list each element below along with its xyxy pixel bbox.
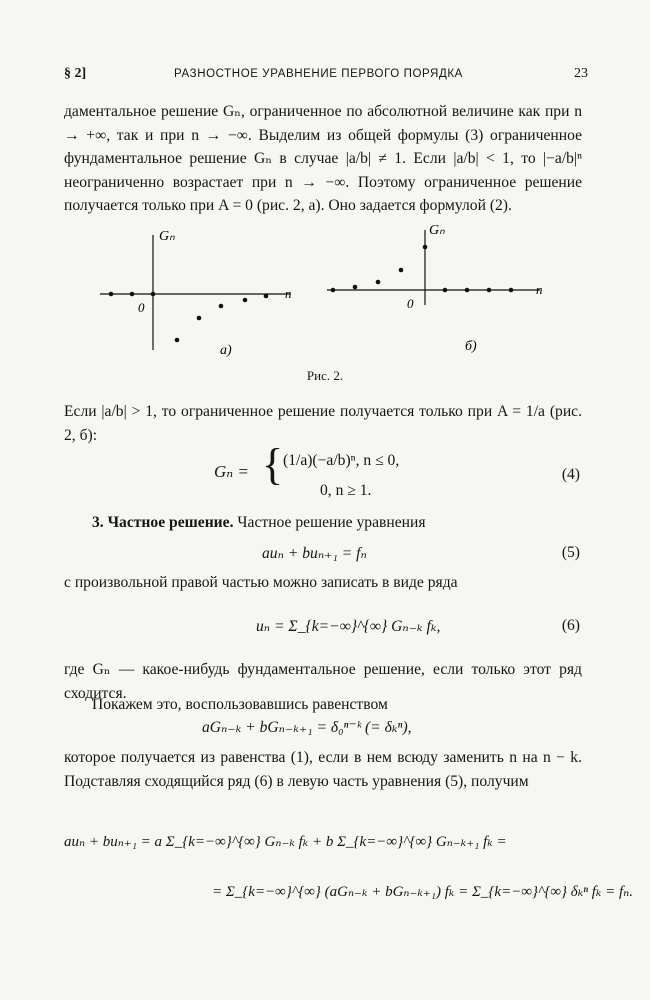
point-a [264,294,269,299]
origin-b: 0 [407,296,414,311]
point-b [443,288,448,293]
point-b [487,288,492,293]
point-b [423,245,428,250]
paragraph-4: где Gₙ — какое-нибудь фундаментальное решение, если только этот ряд сходится. [64,661,582,702]
point-a [130,292,135,297]
point-a [219,304,224,309]
ylabel-b: Gₙ [429,223,445,238]
point-a [109,292,114,297]
point-b [509,288,514,293]
eq4-number: (4) [561,466,580,483]
point-b [465,288,470,293]
eq6-number: (6) [561,617,580,634]
xlabel-b: n [536,282,543,297]
equation-aux: aGₙ₋ₖ + bGₙ₋ₖ₊₁ = δ₀ⁿ⁻ᵏ (= δₖⁿ), [202,719,412,736]
equation-6: uₙ = Σ_{k=−∞}^{∞} Gₙ₋ₖ fₖ, [256,618,441,635]
paragraph-3: с произвольной правой частью можно записать в виде ряда [64,574,458,591]
section-3-heading: 3. Частное решение. [92,514,234,531]
tag-a: а) [220,343,232,358]
paragraph-1: даментальное решение Gₙ, ограниченное по абсолютной величине как при n → +∞, так и при n → −∞. Выделим из общей формулы (3) ограниченное фундаментальное решение Gₙ в случае |a/b| ≠ 1. Если |a/b| < 1, то |−a/b|ⁿ неограниченно возрастает при n → −∞. Поэтому ограниченное решение получается только при A = 0 (рис. 2, а). Оно задается формулой (2). [64,103,582,214]
figure-2 [95,220,560,360]
point-a [243,298,248,303]
section-mark: § 2] [64,66,87,81]
point-b [331,288,336,293]
figure-panel-a [100,229,292,358]
point-a [175,338,180,343]
point-a [197,316,202,321]
eq5-number: (5) [561,544,580,561]
page-number: 23 [574,66,588,81]
point-b [353,285,358,290]
eq4-brace: { [262,440,284,489]
figure-caption: Рис. 2. [306,368,344,383]
section-3-text: Частное решение уравнения [237,514,426,531]
eq4-case-1: (1/a)(−a/b)ⁿ, n ≤ 0, [283,452,400,469]
equation-final-1: auₙ + buₙ₊₁ = a Σ_{k=−∞}^{∞} Gₙ₋ₖ fₖ + b Σ_{k=−∞}^{∞} Gₙ₋ₖ₊₁ fₖ = [64,834,507,850]
point-b [399,268,404,273]
ylabel-a: Gₙ [159,229,175,244]
point-b [376,280,381,285]
xlabel-a: n [285,286,292,301]
running-title: РАЗНОСТНОЕ УРАВНЕНИЕ ПЕРВОГО ПОРЯДКА [174,68,463,80]
paragraph-5: Покажем это, воспользовавшись равенством [92,696,388,713]
point-a [151,292,156,297]
origin-a: 0 [138,300,145,315]
running-header [0,66,650,86]
paragraph-2: Если |a/b| > 1, то ограниченное решение получается только при A = 1/a (рис. 2, б): [64,403,582,444]
eq4-case-2: 0, n ≥ 1. [320,482,372,499]
figure-panel-b [327,223,543,354]
tag-b: б) [465,339,477,354]
eq4-lhs: Gₙ = [214,462,249,481]
equation-5: auₙ + buₙ₊₁ = fₙ [262,545,367,562]
paragraph-6: которое получается из равенства (1), если в нем всюду заменить n на n − k. Подставляя сходящийся ряд (6) в левую часть уравнения (5), получим [64,749,582,790]
equation-final-2: = Σ_{k=−∞}^{∞} (aGₙ₋ₖ + bGₙ₋ₖ₊₁) fₖ = Σ_{k=−∞}^{∞} δₖⁿ fₖ = fₙ. [212,884,633,900]
section-3-intro [92,514,426,532]
